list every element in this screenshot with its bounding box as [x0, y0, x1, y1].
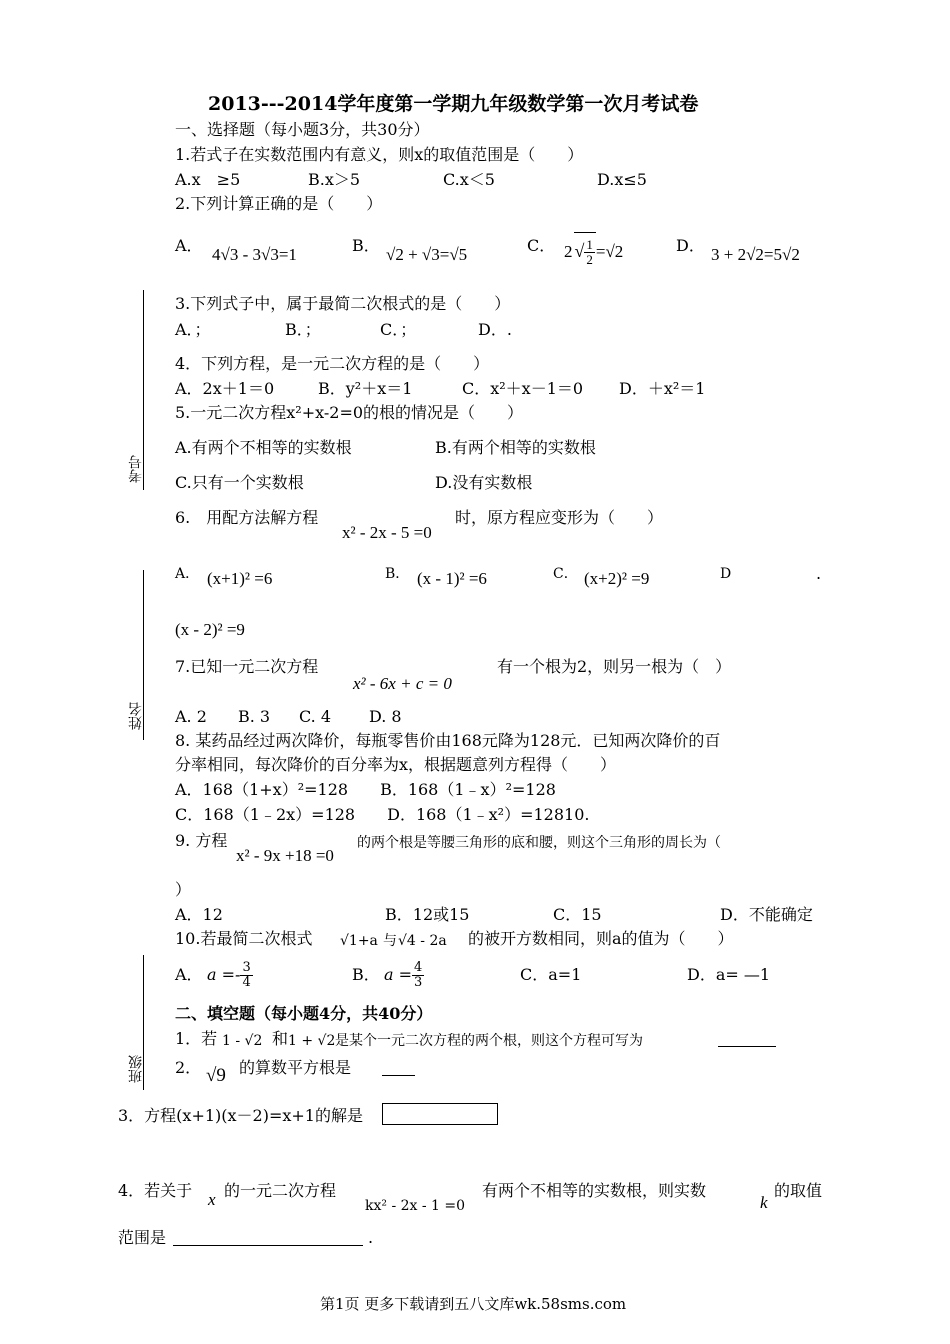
f2-answer-blank[interactable]: [382, 1059, 415, 1076]
q3-stem: 3.下列式子中，属于最简二次根式的是（ ）: [175, 294, 511, 313]
q10-expr-b-den: 3: [414, 975, 423, 990]
f1-post: 是某个一元二次方程的两个根，则这个方程可写为: [335, 1033, 643, 1049]
q6-label-c: C．: [553, 566, 578, 582]
q8-stem-line2: 分率相同，每次降价的百分率为x，根据题意列方程得（ ）: [175, 755, 617, 774]
f4-mid: 的一元二次方程: [224, 1181, 337, 1200]
q10-expr-a-fraction: [240, 961, 252, 990]
f1-pre: 1．若: [175, 1029, 218, 1048]
f4-tail: 的取值: [774, 1181, 823, 1200]
q10-expr-a-den: 4: [242, 975, 251, 990]
q8-options-row1: A．168（1+x）²=128 B．168（1﹣x）²=128: [175, 780, 556, 799]
f1-and: 和: [272, 1029, 289, 1048]
q9-option-c: C．15: [553, 905, 602, 924]
q2-expr-b: √2 + √3=√5: [386, 245, 468, 264]
q9-option-b: B．12或15: [385, 905, 470, 924]
f4-var-k: k: [760, 1193, 768, 1212]
q6-stem-pre: 6. 用配方法解方程: [175, 508, 319, 527]
q4-option-d: D．＋x²＝1: [619, 379, 706, 398]
q1-option-d: D.x≤5: [597, 170, 647, 189]
f4-equation: kx² - 2x - 1 =0: [365, 1198, 466, 1214]
q10-option-d: D．a= —1: [687, 965, 771, 984]
q6-expr-b: (x - 1)² =6: [417, 569, 487, 588]
q2-expr-c-radical: √ $\frac{1}{2}$: [574, 232, 596, 269]
f4-answer-blank[interactable]: [173, 1229, 363, 1246]
q5-option-a: A.有两个不相等的实数根: [175, 438, 352, 457]
q10-connector: 与: [383, 933, 397, 949]
q7-stem-post: 有一个根为2，则另一根为（ ）: [497, 657, 732, 676]
q9-equation: x² - 9x +18 =0: [236, 846, 334, 865]
q2-expr-c-den: 2: [586, 252, 593, 268]
page-footer: 第1页 更多下载请到五八文库wk.58sms.com: [320, 1295, 627, 1313]
q10-expr-a-num: 3: [242, 960, 251, 975]
q6-expr-c: (x+2)² =9: [584, 569, 650, 588]
q9-option-d: D．不能确定: [720, 905, 813, 924]
q3-option-c: C．；: [380, 320, 417, 339]
q2-expr-c-num: 1: [586, 237, 593, 253]
q2-expr-c-rhs: =√2: [595, 242, 624, 261]
q2-expr-c-coef: 2: [564, 242, 573, 261]
q10-expr-b-fraction: [412, 961, 424, 990]
q10-radical-1: √1+a: [340, 933, 378, 949]
q6-dot: .: [816, 564, 822, 583]
q10-expr-b: [384, 957, 424, 993]
q10-label-b: B．: [352, 965, 380, 984]
side-label-banji: 班级: [128, 1055, 144, 1083]
q2-expr-c-fraction: [584, 238, 595, 267]
q3-option-d: D．.: [478, 320, 512, 339]
q6-expr-d: (x - 2)² =9: [175, 620, 245, 639]
q1-option-b: B.x＞5: [308, 170, 361, 189]
q8-stem-line1: 8. 某药品经过两次降价，每瓶零售价由168元降为128元．已知两次降价的百: [175, 731, 721, 750]
q2-expr-c: [564, 232, 623, 270]
q4-stem: 4．下列方程，是一元二次方程的是（ ）: [175, 354, 490, 373]
q7-option-a: A. 2: [175, 707, 207, 726]
q2-stem: 2.下列计算正确的是（ ）: [175, 194, 383, 213]
q10-expr-b-lhs: a =: [384, 965, 413, 984]
q2-label-c: C．: [527, 236, 556, 255]
q7-option-c: C. 4: [299, 707, 332, 726]
q4-option-b: B．y²＋x＝1: [318, 379, 413, 398]
q9-stem-post: 的两个根是等腰三角形的底和腰，则这个三角形的周长为（: [357, 835, 721, 851]
q8-options-row2: C．168（1﹣2x）=128 D．168（1﹣x²）=12810.: [175, 805, 590, 824]
q9-stem-close: ）: [175, 880, 192, 899]
q10-expr-a-lhs: a =-: [207, 965, 241, 984]
q5-option-d: D.没有实数根: [435, 473, 533, 492]
q7-equation: x² - 6x + c = 0: [353, 674, 452, 693]
q6-label-b: B．: [385, 566, 410, 582]
f2-number: 2．: [175, 1058, 202, 1077]
q2-expr-d: 3 + 2√2=5√2: [711, 245, 800, 264]
q6-label-d: D: [720, 566, 732, 582]
q5-option-c: C.只有一个实数根: [175, 473, 304, 492]
f1-root-1: 1 - √2: [222, 1033, 263, 1049]
q1-option-c: C.x＜5: [443, 170, 495, 189]
f1-root-2: 1 + √2: [288, 1033, 336, 1049]
q10-option-c: C．a=1: [520, 965, 582, 984]
f1-answer-blank[interactable]: [718, 1030, 776, 1047]
q1-stem: 1.若式子在实数范围内有意义，则x的取值范围是（ ）: [175, 145, 584, 164]
f3-text: 3．方程(x+1)(x－2)=x+1的解是: [118, 1106, 363, 1125]
q2-label-d: D．: [676, 236, 705, 255]
q6-equation: x² - 2x - 5 =0: [342, 523, 432, 542]
q5-option-b: B.有两个相等的实数根: [435, 438, 596, 457]
f2-post: 的算数平方根是: [239, 1058, 352, 1077]
q7-option-b: B. 3: [238, 707, 271, 726]
q3-option-b: B．；: [285, 320, 321, 339]
f4-line2: 范围是: [118, 1228, 167, 1247]
q4-option-a: A．2x＋1＝0: [175, 379, 275, 398]
page-title: 2013---2014学年度第一学期九年级数学第一次月考试卷: [208, 93, 699, 115]
q6-expr-a: (x+1)² =6: [207, 569, 273, 588]
q1-option-a: A.x ≥5: [175, 170, 241, 189]
q2-label-a: A．: [175, 236, 203, 255]
f3-answer-box[interactable]: [382, 1103, 498, 1125]
q10-stem-post: 的被开方数相同，则a的值为（ ）: [468, 929, 734, 948]
q4-option-c: C．x²＋x－1＝0: [462, 379, 584, 398]
q10-radical-2: √4 - 2a: [398, 933, 447, 949]
q5-stem: 5.一元二次方程x²+x-2=0的根的情况是（ ）: [175, 403, 524, 422]
q10-expr-a: [207, 957, 253, 993]
q7-stem-pre: 7.已知一元二次方程: [175, 657, 319, 676]
q9-stem-pre: 9. 方程: [175, 831, 228, 850]
f4-pre: 4．若关于: [118, 1181, 193, 1200]
q10-label-a: A．: [175, 965, 203, 984]
section-2-heading: 二、填空题（每小题4分，共40分）: [175, 1004, 433, 1023]
q6-label-a: A．: [175, 566, 200, 582]
q7-option-d: D. 8: [369, 707, 402, 726]
side-label-xingming: 姓名: [128, 702, 144, 730]
q10-stem-pre: 10.若最简二次根式: [175, 929, 313, 948]
q3-option-a: A．；: [175, 320, 211, 339]
q2-expr-a: 4√3 - 3√3=1: [212, 245, 297, 264]
side-label-kaohao: 考号: [128, 455, 144, 483]
section-1-heading: 一、选择题（每小题3分，共30分）: [175, 120, 430, 139]
q6-stem-post: 时，原方程应变形为（ ）: [455, 508, 664, 527]
q10-expr-b-num: 4: [414, 960, 423, 975]
f4-post: 有两个不相等的实数根，则实数: [482, 1181, 707, 1200]
f4-var-x: x: [208, 1190, 216, 1209]
q9-option-a: A．12: [175, 905, 223, 924]
q2-label-b: B．: [352, 236, 380, 255]
f4-end: .: [368, 1228, 374, 1247]
f2-expr: √9: [206, 1065, 226, 1086]
